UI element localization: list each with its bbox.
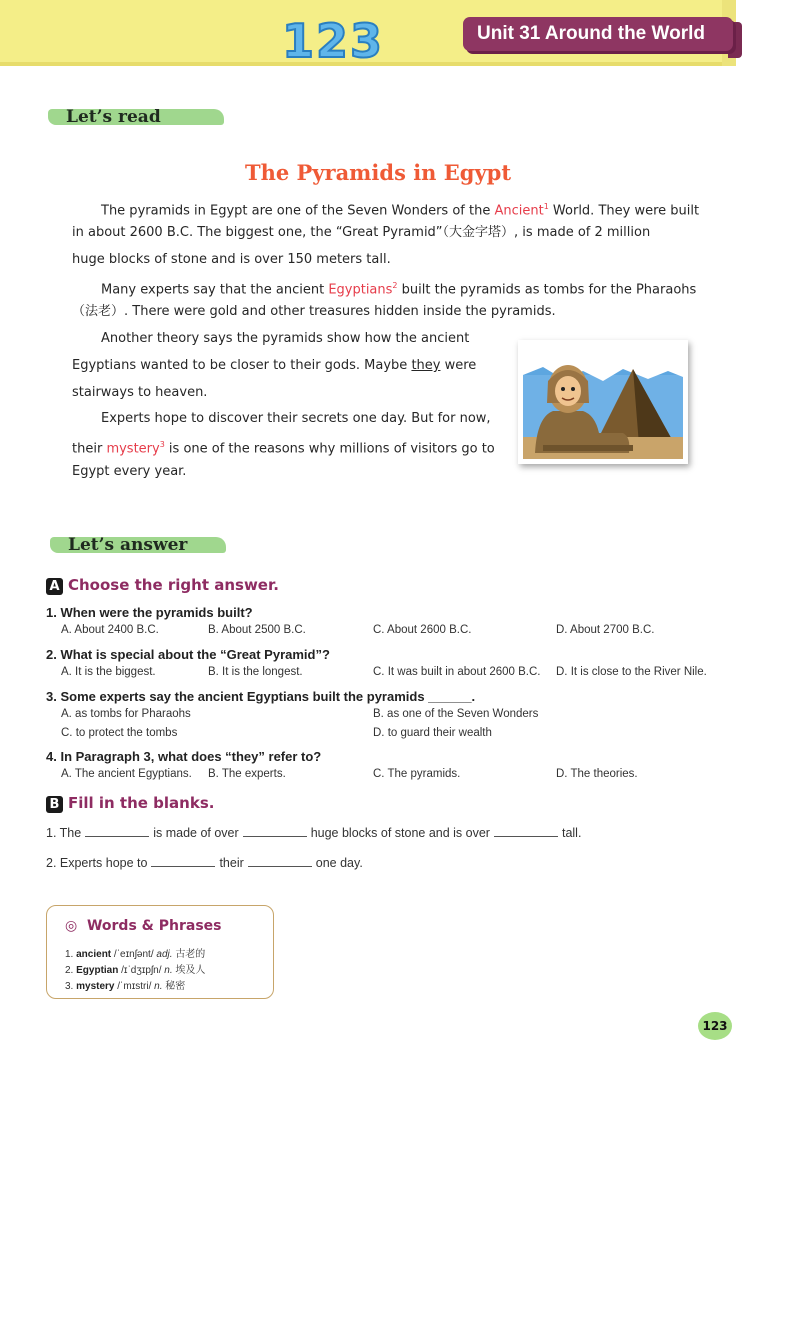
q2-option-d[interactable]: D. It is close to the River Nile.: [556, 666, 707, 678]
p3-line3: stairways to heaven.: [72, 385, 208, 400]
q2-option-c[interactable]: C. It was built in about 2600 B.C.: [373, 666, 541, 678]
p1-line1: The pyramids in Egypt are one of the Seven Wonders of the Ancient$^1$ World. They were built: [101, 202, 700, 219]
p4-line1: Experts hope to discover their secrets one day. But for now,: [101, 411, 491, 426]
lets-answer-label: [50, 534, 226, 556]
blank-2-2[interactable]: [248, 856, 312, 867]
q4-option-c[interactable]: C. The pyramids.: [373, 768, 461, 780]
page-number-footer: 123: [698, 1012, 732, 1040]
part-a-heading: [46, 576, 279, 595]
word-egyptians: Egyptians: [328, 282, 393, 298]
fill-blank-line-1: 1. The is made of over huge blocks of stone and is over tall.: [46, 826, 582, 840]
blank-2-1[interactable]: [151, 856, 215, 867]
vocab-item: 2. Egyptian /ɪˈdʒɪpʃn/ n. 埃及人: [65, 965, 206, 976]
blank-1-2[interactable]: [243, 826, 307, 837]
question-3: 3. Some experts say the ancient Egyptians built the pyramids ______.: [46, 689, 476, 704]
part-b-badge: B: [46, 796, 63, 813]
q3-option-a[interactable]: A. as tombs for Pharaohs: [61, 708, 191, 720]
lets-read-label: [48, 106, 224, 128]
q1-option-d[interactable]: D. About 2700 B.C.: [556, 624, 655, 636]
p1-line3: huge blocks of stone and is over 150 meters tall.: [72, 252, 391, 267]
vocab-item: 1. ancient /ˈeɪnʃənt/ adj. 古老的: [65, 949, 206, 960]
sphinx-pyramid-picture: [523, 345, 683, 459]
article-title: The Pyramids in Egypt: [244, 160, 512, 185]
sphinx-illustration: [518, 340, 688, 464]
part-a-heading-text: Choose the right answer.: [68, 576, 279, 594]
question-2: 2. What is special about the “Great Pyramid”?: [46, 647, 330, 662]
p2-line2: （法老）. There were gold and other treasures hidden inside the pyramids.: [72, 304, 556, 319]
words-phrases-title: ◎ Words & Phrases: [65, 918, 222, 934]
target-icon: ◎: [65, 918, 78, 934]
unit-title-tab: Unit 31 Around the World: [463, 17, 733, 51]
word-ancient: Ancient: [494, 203, 544, 219]
lets-read-text: Let’s read: [66, 107, 161, 127]
q1-option-b[interactable]: B. About 2500 B.C.: [208, 624, 306, 636]
part-b-heading: [46, 794, 214, 813]
p3-line1: Another theory says the pyramids show how the ancient: [101, 331, 470, 346]
page-number-large: 123: [282, 14, 385, 68]
p4-line2: their mystery$^3$ is one of the reasons why millions of visitors go to: [72, 440, 495, 457]
part-b-heading-text: Fill in the blanks.: [68, 794, 215, 812]
p1-line2: in about 2600 B.C. The biggest one, the “Great Pyramid”（大金字塔）, is made of 2 million: [72, 225, 651, 240]
q3-option-b[interactable]: B. as one of the Seven Wonders: [373, 708, 539, 720]
blank-1-1[interactable]: [85, 826, 149, 837]
q2-option-a[interactable]: A. It is the biggest.: [61, 666, 156, 678]
p3-line2: Egyptians wanted to be closer to their gods. Maybe they were: [72, 358, 477, 373]
lets-answer-text: Let’s answer: [68, 535, 188, 555]
q1-option-c[interactable]: C. About 2600 B.C.: [373, 624, 472, 636]
q2-option-b[interactable]: B. It is the longest.: [208, 666, 303, 678]
question-1: 1. When were the pyramids built?: [46, 605, 253, 620]
p4-line3: Egypt every year.: [72, 464, 187, 479]
part-a-badge: A: [46, 578, 63, 595]
q4-option-b[interactable]: B. The experts.: [208, 768, 286, 780]
word-mystery: mystery: [106, 441, 160, 457]
words-phrases-box: [46, 905, 274, 999]
q3-option-d[interactable]: D. to guard their wealth: [373, 727, 492, 739]
q1-option-a[interactable]: A. About 2400 B.C.: [61, 624, 159, 636]
fill-blank-line-2: 2. Experts hope to their one day.: [46, 856, 363, 870]
q3-option-c[interactable]: C. to protect the tombs: [61, 727, 178, 739]
q4-option-a[interactable]: A. The ancient Egyptians.: [61, 768, 192, 780]
question-4: 4. In Paragraph 3, what does “they” refer to?: [46, 749, 322, 764]
p2-line1: Many experts say that the ancient Egyptians$^2$ built the pyramids as tombs for the Pharaohs: [101, 281, 697, 298]
word-they: they: [411, 358, 441, 373]
q4-option-d[interactable]: D. The theories.: [556, 768, 638, 780]
blank-1-3[interactable]: [494, 826, 558, 837]
vocab-item: 3. mystery /ˈmɪstri/ n. 秘密: [65, 981, 186, 992]
